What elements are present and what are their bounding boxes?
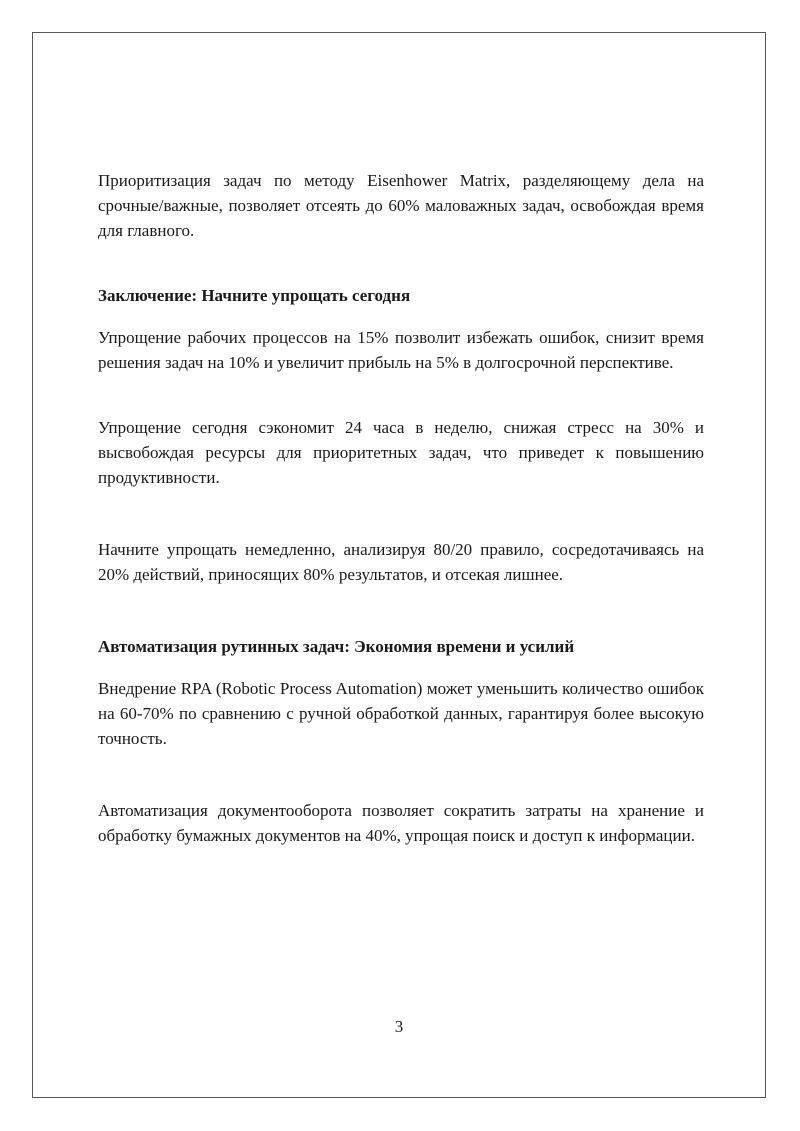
paragraph-pareto-rule: Начните упрощать немедленно, анализируя 80/20 правило, сосредотачиваясь на 20% действий, приносящих 80% результатов, и отсекая лишнее. <box>98 540 704 584</box>
paragraph-document-workflow: Автоматизация документооборота позволяет сократить затраты на хранение и обработку бумажных документов на 40%, упрощая поиск и доступ к информации. <box>98 801 704 845</box>
section-heading-automation: Автоматизация рутинных задач: Экономия времени и усилий <box>98 637 575 656</box>
paragraph-eisenhower-matrix: Приоритизация задач по методу Eisenhower Matrix, разделяющему дела на срочные/важные, позволяет отсеять до 60% маловажных задач, освобождая время для главного. <box>98 171 704 240</box>
paragraph-process-simplification: Упрощение рабочих процессов на 15% позволит избежать ошибок, снизит время решения задач на 10% и увеличит прибыль на 5% в долгосрочной перспективе. <box>98 328 704 372</box>
page-number: 3 <box>394 1017 404 1036</box>
section-heading-conclusion: Заключение: Начните упрощать сегодня <box>98 286 411 305</box>
paragraph-time-savings: Упрощение сегодня сэкономит 24 часа в неделю, снижая стресс на 30% и высвобождая ресурсы для приоритетных задач, что приведет к повышению продуктивности. <box>98 418 704 487</box>
paragraph-rpa: Внедрение RPA (Robotic Process Automation) может уменьшить количество ошибок на 60-70% по сравнению с ручной обработкой данных, гарантируя более высокую точность. <box>98 679 704 748</box>
page-content <box>98 168 704 848</box>
document-page <box>32 32 766 1098</box>
